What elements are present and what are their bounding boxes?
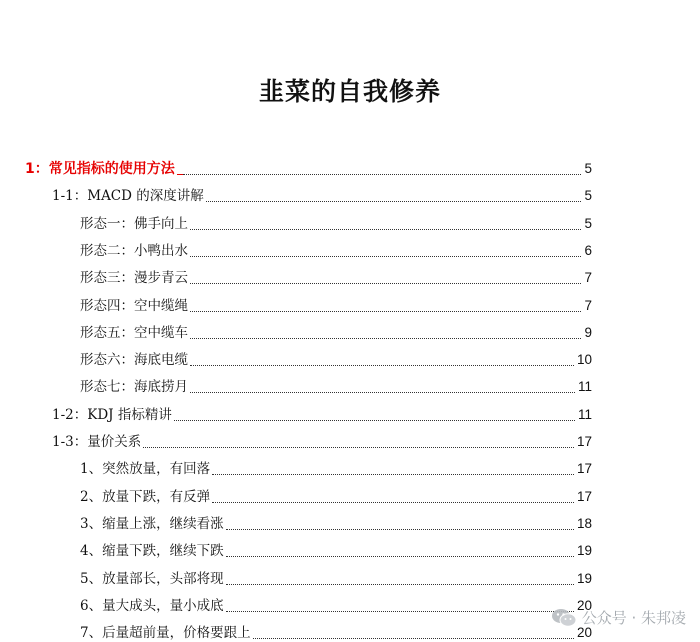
toc-entry[interactable] bbox=[52, 402, 592, 424]
toc-leader-dots bbox=[226, 542, 574, 557]
toc-entry[interactable] bbox=[52, 183, 592, 205]
toc-entry-page: 9 bbox=[584, 324, 592, 340]
toc-entry-label: 5、放量部长，头部将现 bbox=[80, 570, 224, 587]
toc-entry[interactable] bbox=[80, 484, 592, 506]
wechat-icon bbox=[551, 608, 577, 628]
toc-entry-page: 6 bbox=[584, 242, 592, 258]
toc-entry[interactable] bbox=[80, 320, 592, 342]
toc-leader-dots bbox=[190, 378, 575, 393]
toc-entry-page: 11 bbox=[577, 379, 592, 395]
toc-entry-label: 形态二：小鸭出水 bbox=[80, 242, 188, 259]
toc-entry-label: 4、缩量下跌，继续下跌 bbox=[80, 543, 224, 560]
toc-entry-label: 1-3：量价关系 bbox=[52, 434, 142, 450]
toc-entry-page: 18 bbox=[576, 515, 592, 531]
toc-entry[interactable] bbox=[80, 238, 592, 260]
toc-entry-page: 17 bbox=[576, 488, 592, 504]
toc-entry-label: 2、放量下跌，有反弹 bbox=[80, 488, 211, 505]
toc-entry[interactable] bbox=[80, 347, 592, 369]
toc-entry-page: 17 bbox=[576, 461, 592, 477]
toc-leader-dots bbox=[190, 351, 574, 366]
toc-leader-dots bbox=[174, 406, 575, 421]
toc-entry[interactable] bbox=[80, 538, 592, 560]
toc-entry[interactable] bbox=[80, 456, 592, 478]
toc-entry-label: 1、突然放量，有回落 bbox=[80, 461, 211, 478]
toc-entry-label: 形态三：漫步青云 bbox=[80, 270, 188, 287]
toc-entry-label: 1：常见指标的使用方法 bbox=[25, 161, 175, 177]
toc-entry[interactable] bbox=[80, 293, 592, 315]
toc-leader-dots bbox=[190, 324, 581, 339]
watermark bbox=[551, 607, 686, 628]
toc-entry-label: 3、缩量上涨，继续看涨 bbox=[80, 515, 224, 532]
toc-leader-dots bbox=[212, 488, 574, 503]
toc-entry-page: 5 bbox=[584, 215, 592, 231]
toc-entry-label: 形态五：空中缆车 bbox=[80, 324, 188, 341]
toc-entry-label: 形态六：海底电缆 bbox=[80, 352, 188, 369]
toc-entry[interactable] bbox=[80, 566, 592, 588]
toc-entry[interactable] bbox=[80, 511, 592, 533]
toc-leader-dots bbox=[190, 215, 581, 230]
toc-leader-dots bbox=[143, 433, 574, 448]
toc-entry-page: 20 bbox=[576, 625, 592, 641]
document-title: 韭菜的自我修养 bbox=[258, 77, 441, 106]
toc-entry-label: 1-1：MACD 的深度讲解 bbox=[52, 188, 204, 205]
toc-entry[interactable] bbox=[80, 374, 592, 396]
toc-entry-page: 10 bbox=[576, 352, 592, 368]
toc-entry-page: 17 bbox=[576, 434, 592, 449]
toc-entry-page: 19 bbox=[576, 570, 592, 586]
toc-entry-label: 7、后量超前量，价格要跟上 bbox=[80, 625, 251, 642]
toc-leader-dots bbox=[253, 624, 574, 639]
watermark-text: 公众号 · 朱邦凌 bbox=[581, 609, 686, 627]
toc-leader-dots bbox=[226, 515, 574, 530]
toc-leader-dots bbox=[190, 297, 581, 312]
toc-entry-page: 5 bbox=[584, 161, 592, 176]
toc-leader-dots bbox=[183, 161, 582, 175]
toc-entry-page: 7 bbox=[584, 297, 592, 313]
toc-leader-dots bbox=[206, 187, 582, 202]
toc-entry-page: 20 bbox=[576, 597, 592, 613]
toc-entry-label: 形态七：海底捞月 bbox=[80, 379, 188, 396]
toc-entry[interactable] bbox=[80, 620, 592, 642]
toc-entry[interactable] bbox=[80, 211, 592, 233]
toc-entry-label: 形态一：佛手向上 bbox=[80, 215, 188, 232]
toc-leader-dots bbox=[226, 570, 574, 585]
toc-leader-dots bbox=[190, 269, 581, 284]
toc-entry[interactable] bbox=[80, 265, 592, 287]
toc-entry[interactable] bbox=[52, 429, 592, 451]
toc-entry[interactable] bbox=[80, 593, 592, 615]
toc-entry-page: 5 bbox=[584, 188, 592, 204]
toc-entry-label: 1-2：KDJ 指标精讲 bbox=[52, 406, 172, 423]
toc-leader-dots bbox=[212, 460, 574, 475]
toc-leader-dots bbox=[226, 597, 574, 612]
toc-leader-dots bbox=[190, 242, 581, 257]
toc-entry[interactable] bbox=[25, 156, 592, 178]
toc-entry-label: 形态四：空中缆绳 bbox=[80, 297, 188, 314]
toc-entry-page: 19 bbox=[576, 543, 592, 559]
toc-entry-page: 11 bbox=[577, 406, 592, 422]
toc-entry-label: 6、量大成头，量小成底 bbox=[80, 597, 224, 614]
toc-entry-page: 7 bbox=[584, 270, 592, 286]
